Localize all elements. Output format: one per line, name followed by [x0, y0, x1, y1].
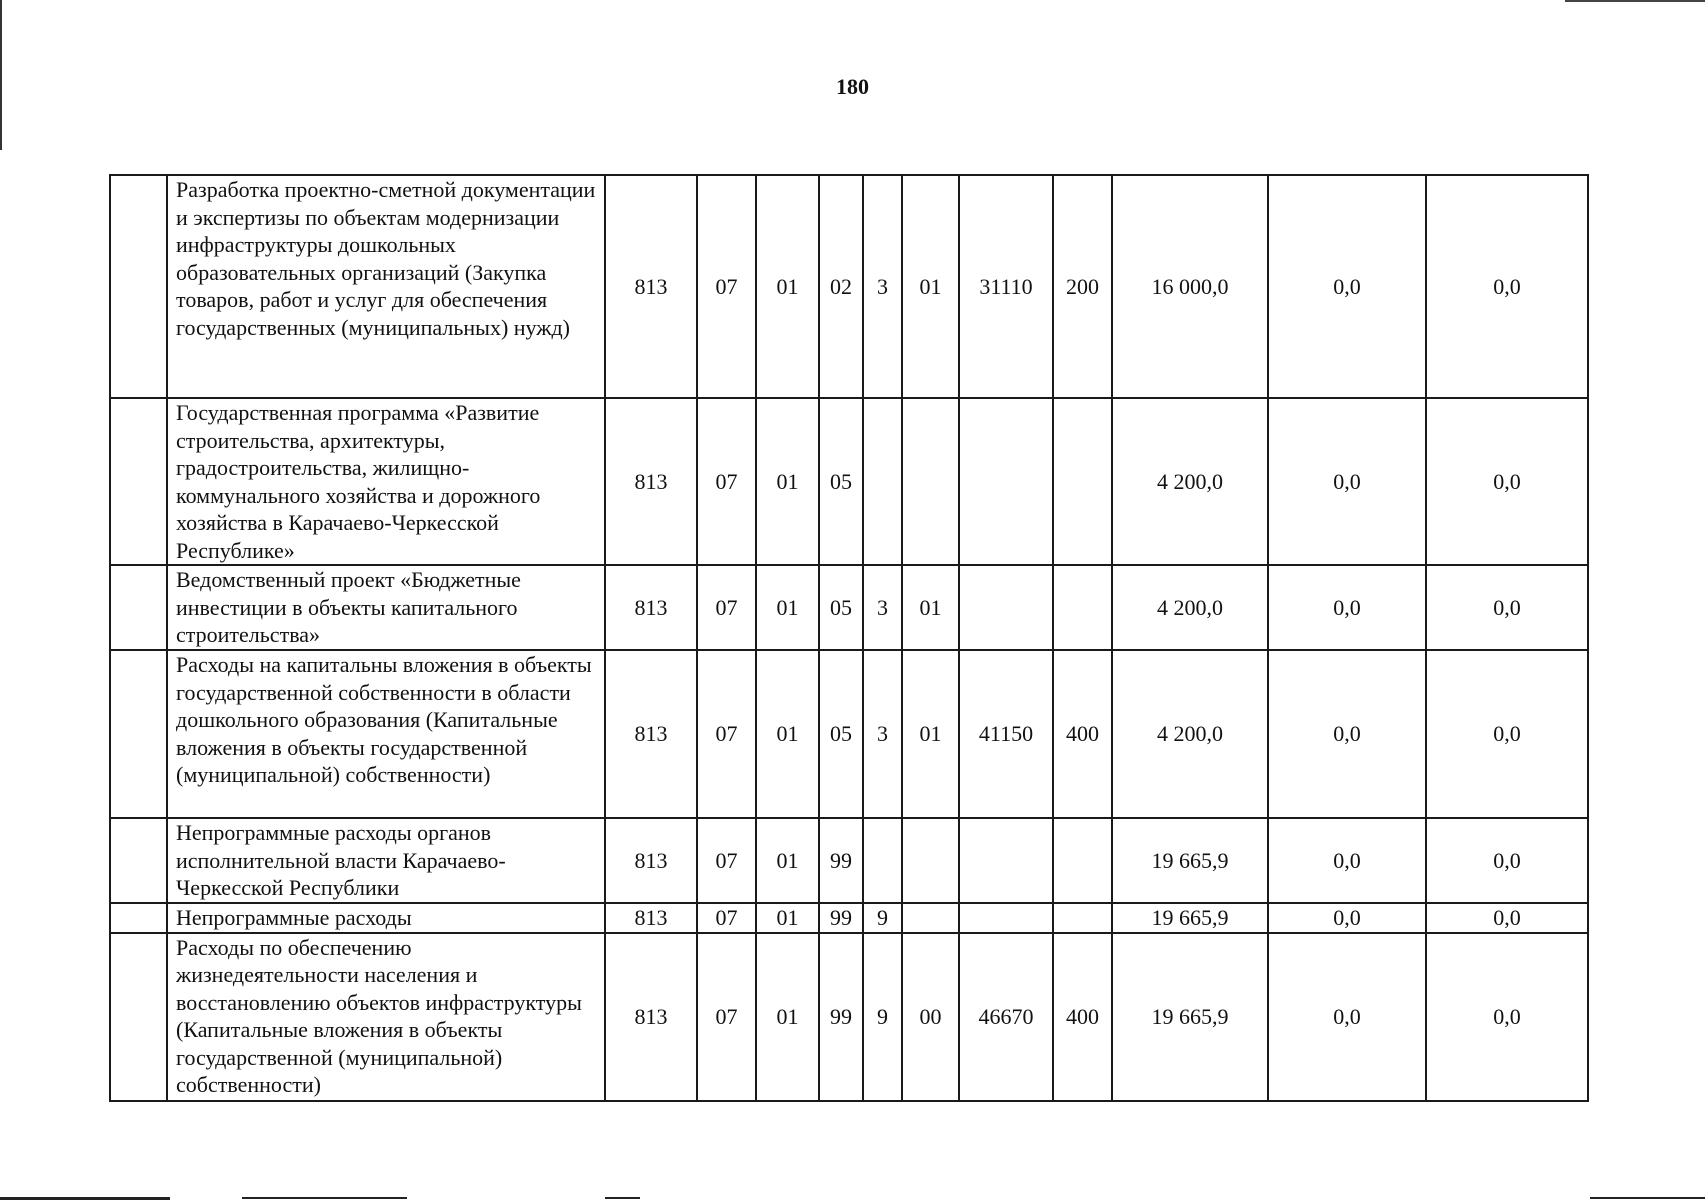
- program-code-cell: 99: [819, 933, 863, 1101]
- sum-year-2-cell: 0,0: [1268, 903, 1426, 933]
- direction-code-cell: 41150: [959, 650, 1053, 818]
- num-cell: [110, 933, 167, 1101]
- section-code-cell: 07: [697, 818, 756, 903]
- table-row: [110, 650, 1588, 818]
- direction-code-cell: [959, 818, 1053, 903]
- scan-bottom-line: [1590, 1197, 1705, 1199]
- ministry-code-cell: 813: [605, 818, 697, 903]
- program-code-cell: 05: [819, 565, 863, 650]
- ministry-code-cell: 813: [605, 175, 697, 398]
- direction-code-cell: [959, 565, 1053, 650]
- subsection-code-cell: 01: [756, 175, 819, 398]
- num-cell: [110, 903, 167, 933]
- table-row: [110, 818, 1588, 903]
- ministry-code-cell: 813: [605, 398, 697, 565]
- sum-year-3-cell: 0,0: [1426, 818, 1588, 903]
- budget-table: [109, 174, 1589, 1102]
- section-code-cell: 07: [697, 398, 756, 565]
- program-code-cell: 99: [819, 818, 863, 903]
- project-code-cell: [902, 903, 959, 933]
- project-code-cell: 01: [902, 650, 959, 818]
- scan-top-right-line: [1565, 0, 1705, 2]
- sum-year-3-cell: 0,0: [1426, 565, 1588, 650]
- table-row: [110, 175, 1588, 398]
- expense-type-code-cell: 400: [1053, 650, 1112, 818]
- sum-year-1-cell: 4 200,0: [1112, 565, 1268, 650]
- ministry-code-cell: 813: [605, 650, 697, 818]
- sum-year-2-cell: 0,0: [1268, 398, 1426, 565]
- direction-code-cell: 46670: [959, 933, 1053, 1101]
- description-cell: Разработка проектно-сметной документации и экспертизы по объектам модернизации инфраструктуры дошкольных образовательных организаций (Закупка товаров, работ и услуг для обеспечения государственных (муниципальных) нужд): [167, 175, 605, 398]
- subprogram-code-cell: 3: [863, 175, 902, 398]
- sum-year-2-cell: 0,0: [1268, 175, 1426, 398]
- sum-year-3-cell: 0,0: [1426, 398, 1588, 565]
- project-code-cell: 01: [902, 565, 959, 650]
- subprogram-code-cell: 3: [863, 565, 902, 650]
- num-cell: [110, 818, 167, 903]
- sum-year-1-cell: 19 665,9: [1112, 818, 1268, 903]
- sum-year-3-cell: 0,0: [1426, 175, 1588, 398]
- section-code-cell: 07: [697, 175, 756, 398]
- subprogram-code-cell: 9: [863, 903, 902, 933]
- expense-type-code-cell: 200: [1053, 175, 1112, 398]
- description-cell: Непрограммные расходы органов исполнительной власти Карачаево-Черкесской Республики: [167, 818, 605, 903]
- sum-year-1-cell: 16 000,0: [1112, 175, 1268, 398]
- sum-year-3-cell: 0,0: [1426, 933, 1588, 1101]
- table-row: [110, 398, 1588, 565]
- direction-code-cell: [959, 398, 1053, 565]
- num-cell: [110, 398, 167, 565]
- description-cell: Расходы по обеспечению жизнедеятельности населения и восстановлению объектов инфраструктуры (Капитальные вложения в объекты государственной (муниципальной) собственности): [167, 933, 605, 1101]
- description-cell: Непрограммные расходы: [167, 903, 605, 933]
- expense-type-code-cell: 400: [1053, 933, 1112, 1101]
- sum-year-3-cell: 0,0: [1426, 650, 1588, 818]
- table-row: [110, 565, 1588, 650]
- subprogram-code-cell: 3: [863, 650, 902, 818]
- page-number: 180: [836, 74, 869, 99]
- subsection-code-cell: 01: [756, 565, 819, 650]
- section-code-cell: 07: [697, 650, 756, 818]
- project-code-cell: [902, 398, 959, 565]
- sum-year-2-cell: 0,0: [1268, 650, 1426, 818]
- subsection-code-cell: 01: [756, 933, 819, 1101]
- program-code-cell: 99: [819, 903, 863, 933]
- project-code-cell: 01: [902, 175, 959, 398]
- expense-type-code-cell: [1053, 903, 1112, 933]
- sum-year-2-cell: 0,0: [1268, 933, 1426, 1101]
- subsection-code-cell: 01: [756, 398, 819, 565]
- direction-code-cell: 31110: [959, 175, 1053, 398]
- subprogram-code-cell: [863, 398, 902, 565]
- scan-bottom-line: [605, 1197, 640, 1199]
- table-row: [110, 903, 1588, 933]
- sum-year-1-cell: 4 200,0: [1112, 398, 1268, 565]
- program-code-cell: 05: [819, 398, 863, 565]
- section-code-cell: 07: [697, 565, 756, 650]
- subprogram-code-cell: [863, 818, 902, 903]
- sum-year-3-cell: 0,0: [1426, 903, 1588, 933]
- sum-year-2-cell: 0,0: [1268, 565, 1426, 650]
- program-code-cell: 02: [819, 175, 863, 398]
- section-code-cell: 07: [697, 933, 756, 1101]
- ministry-code-cell: 813: [605, 565, 697, 650]
- num-cell: [110, 175, 167, 398]
- program-code-cell: 05: [819, 650, 863, 818]
- ministry-code-cell: 813: [605, 903, 697, 933]
- num-cell: [110, 565, 167, 650]
- subsection-code-cell: 01: [756, 650, 819, 818]
- ministry-code-cell: 813: [605, 933, 697, 1101]
- subsection-code-cell: 01: [756, 903, 819, 933]
- description-cell: Государственная программа «Развитие строительства, архитектуры, градостроительства, жилищно-коммунального хозяйства и дорожного хозяйства в Карачаево-Черкесской Республике»: [167, 398, 605, 565]
- sum-year-1-cell: 19 665,9: [1112, 933, 1268, 1101]
- project-code-cell: 00: [902, 933, 959, 1101]
- sum-year-1-cell: 19 665,9: [1112, 903, 1268, 933]
- sum-year-2-cell: 0,0: [1268, 818, 1426, 903]
- scan-bottom-line: [242, 1197, 407, 1199]
- subsection-code-cell: 01: [756, 818, 819, 903]
- expense-type-code-cell: [1053, 565, 1112, 650]
- expense-type-code-cell: [1053, 818, 1112, 903]
- section-code-cell: 07: [697, 903, 756, 933]
- expense-type-code-cell: [1053, 398, 1112, 565]
- subprogram-code-cell: 9: [863, 933, 902, 1101]
- direction-code-cell: [959, 903, 1053, 933]
- description-cell: Ведомственный проект «Бюджетные инвестиции в объекты капитального строительства»: [167, 565, 605, 650]
- num-cell: [110, 650, 167, 818]
- sum-year-1-cell: 4 200,0: [1112, 650, 1268, 818]
- project-code-cell: [902, 818, 959, 903]
- table-row: [110, 933, 1588, 1101]
- description-cell: Расходы на капитальны вложения в объекты государственной собственности в области дошкольного образования (Капитальные вложения в объекты государственной (муниципальной) собственности): [167, 650, 605, 818]
